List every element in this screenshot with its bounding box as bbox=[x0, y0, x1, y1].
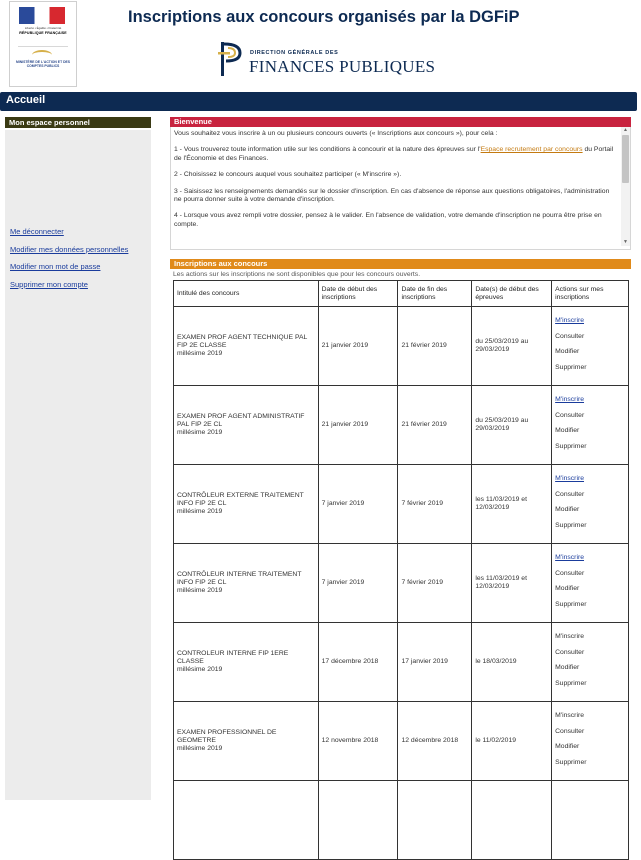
concours-title-cell bbox=[174, 544, 319, 623]
scroll-down-arrow-icon[interactable]: ▼ bbox=[623, 239, 628, 245]
view-action: Consulter bbox=[555, 727, 585, 735]
view-action: Consulter bbox=[555, 490, 585, 498]
concours-title-cell bbox=[174, 307, 319, 386]
exam-dates-cell: le 11/02/2019 bbox=[472, 702, 552, 781]
start-date-cell: 17 décembre 2018 bbox=[318, 623, 398, 702]
edit-action: Modifier bbox=[555, 348, 580, 355]
end-date-cell bbox=[398, 781, 472, 860]
concours-session: millésime 2019 bbox=[177, 429, 223, 436]
concours-title: CONTRÔLEUR EXTERNE TRAITEMENT INFO FIP 2E CL bbox=[177, 492, 304, 507]
col-end: Date de fin des inscriptions bbox=[398, 281, 472, 307]
dgfip-name: FINANCES PUBLIQUES bbox=[249, 57, 436, 76]
welcome-panel[interactable] bbox=[170, 127, 631, 250]
subscribe-action: M'inscrire bbox=[555, 633, 585, 640]
concours-title-cell bbox=[174, 702, 319, 781]
welcome-step-3: 3 - Saisissez les renseignements demandés sur le dossier d'inscription. En cas d'absence de réponse aux questions obligatoires, l'administration ne pourra donner suite à votre demande d'inscription. bbox=[174, 187, 610, 204]
welcome-step-2: 2 - Choisissez le concours auquel vous souhaitez participer (« M'inscrire »). bbox=[174, 171, 402, 179]
concours-title: EXAMEN PROF AGENT ADMINISTRATIF PAL FIP 2E CL bbox=[177, 413, 305, 428]
concours-title-cell bbox=[174, 465, 319, 544]
logout-link[interactable]: Me déconnecter bbox=[10, 227, 64, 236]
start-date-cell: 21 janvier 2019 bbox=[318, 307, 398, 386]
page-header bbox=[0, 0, 641, 92]
start-date-cell: 7 janvier 2019 bbox=[318, 544, 398, 623]
edit-action: Modifier bbox=[555, 506, 580, 513]
sidebar-title: Mon espace personnel bbox=[5, 117, 151, 130]
actions-cell bbox=[552, 544, 629, 623]
concours-title-cell bbox=[174, 623, 319, 702]
marianne-flag-icon bbox=[19, 7, 65, 24]
exam-dates-cell: les 11/03/2019 et 12/03/2019 bbox=[472, 465, 552, 544]
ministry-name: MINISTÈRE DE L'ACTION ET DES COMPTES PUBLICS bbox=[15, 60, 71, 68]
actions-cell bbox=[552, 623, 629, 702]
concours-title: EXAMEN PROF AGENT TECHNIQUE PAL FIP 2E CLASSE bbox=[177, 334, 308, 349]
edit-action: Modifier bbox=[555, 664, 580, 671]
main-content bbox=[170, 117, 631, 766]
inscriptions-note: Les actions sur les inscriptions ne sont disponibles que pour les concours ouverts. bbox=[173, 271, 421, 278]
sidebar-links bbox=[10, 227, 128, 297]
concours-table bbox=[173, 280, 629, 860]
welcome-title: Bienvenue bbox=[170, 117, 631, 127]
delete-action: Supprimer bbox=[555, 679, 587, 687]
concours-title-cell bbox=[174, 781, 319, 860]
table-row bbox=[174, 544, 629, 623]
concours-session: millésime 2019 bbox=[177, 745, 223, 752]
view-action: Consulter bbox=[555, 411, 585, 419]
nav-home-link[interactable]: Accueil bbox=[6, 94, 46, 106]
concours-title: CONTRÔLEUR INTERNE TRAITEMENT INFO FIP 2E CL bbox=[177, 571, 302, 586]
view-action: Consulter bbox=[555, 648, 585, 656]
table-row bbox=[174, 307, 629, 386]
edit-action: Modifier bbox=[555, 427, 580, 434]
exam-dates-cell: du 25/03/2019 au 29/03/2019 bbox=[472, 307, 552, 386]
table-row bbox=[174, 386, 629, 465]
delete-action: Supprimer bbox=[555, 521, 587, 529]
actions-cell bbox=[552, 702, 629, 781]
delete-action: Supprimer bbox=[555, 758, 587, 766]
end-date-cell: 17 janvier 2019 bbox=[398, 623, 472, 702]
subscribe-action: M'inscrire bbox=[555, 712, 585, 719]
actions-cell bbox=[552, 386, 629, 465]
delete-action: Supprimer bbox=[555, 442, 587, 450]
subscribe-action[interactable]: M'inscrire bbox=[555, 475, 585, 482]
concours-session: millésime 2019 bbox=[177, 587, 223, 594]
start-date-cell: 12 novembre 2018 bbox=[318, 702, 398, 781]
sidebar bbox=[5, 117, 151, 800]
start-date-cell: 7 janvier 2019 bbox=[318, 465, 398, 544]
exam-dates-cell: du 25/03/2019 au 29/03/2019 bbox=[472, 386, 552, 465]
ministry-arc-icon bbox=[32, 50, 52, 60]
change-password-link[interactable]: Modifier mon mot de passe bbox=[10, 262, 101, 272]
edit-action: Modifier bbox=[555, 743, 580, 750]
actions-cell bbox=[552, 307, 629, 386]
delete-action: Supprimer bbox=[555, 600, 587, 608]
welcome-scrollbar[interactable] bbox=[621, 127, 630, 246]
scroll-up-arrow-icon[interactable]: ▲ bbox=[623, 127, 628, 133]
republique-name: RÉPUBLIQUE FRANÇAISE bbox=[19, 31, 67, 35]
table-header-row bbox=[174, 281, 629, 307]
concours-session: millésime 2019 bbox=[177, 666, 223, 673]
table-row bbox=[174, 702, 629, 781]
concours-session: millésime 2019 bbox=[177, 508, 223, 515]
exam-dates-cell: le 18/03/2019 bbox=[472, 623, 552, 702]
dgfip-direction-label: DIRECTION GÉNÉRALE DES bbox=[250, 50, 339, 56]
start-date-cell: 21 janvier 2019 bbox=[318, 386, 398, 465]
logo-divider bbox=[18, 46, 68, 47]
dgfip-logo-icon bbox=[218, 40, 246, 78]
end-date-cell: 21 février 2019 bbox=[398, 386, 472, 465]
table-row bbox=[174, 781, 629, 860]
end-date-cell: 12 décembre 2018 bbox=[398, 702, 472, 781]
exam-dates-cell: les 11/03/2019 et 12/03/2019 bbox=[472, 544, 552, 623]
subscribe-action[interactable]: M'inscrire bbox=[555, 554, 585, 561]
republique-motto: Liberté • Égalité • Fraternité bbox=[24, 26, 62, 30]
view-action: Consulter bbox=[555, 332, 585, 340]
concours-title-cell bbox=[174, 386, 319, 465]
edit-action: Modifier bbox=[555, 585, 580, 592]
start-date-cell bbox=[318, 781, 398, 860]
concours-title: EXAMEN PROFESSIONNEL DE GEOMETRE bbox=[177, 729, 277, 744]
col-title: Intitulé des concours bbox=[174, 281, 319, 307]
actions-cell bbox=[552, 465, 629, 544]
site-title: Inscriptions aux concours organisés par la DGFiP bbox=[128, 8, 520, 26]
main-navbar bbox=[0, 92, 637, 111]
welcome-step-1: 1 - Vous trouverez toute information utile sur les conditions à concourir et la nature des épreuves sur l'Espace recrutement par concours du Portail de l'Économie et des Finances. bbox=[174, 146, 614, 162]
delete-action: Supprimer bbox=[555, 363, 587, 371]
end-date-cell: 7 février 2019 bbox=[398, 544, 472, 623]
table-row bbox=[174, 465, 629, 544]
col-start: Date de début des inscriptions bbox=[318, 281, 398, 307]
welcome-intro: Vous souhaitez vous inscrire à un ou plusieurs concours ouverts (« Inscriptions aux concours »), pour cela : bbox=[174, 130, 498, 137]
subscribe-action[interactable]: M'inscrire bbox=[555, 317, 585, 324]
scroll-thumb[interactable] bbox=[622, 135, 629, 183]
end-date-cell: 7 février 2019 bbox=[398, 465, 472, 544]
recruitment-space-link[interactable]: Espace recrutement par concours bbox=[480, 146, 583, 154]
end-date-cell: 21 février 2019 bbox=[398, 307, 472, 386]
col-exam-dates: Date(s) de début des épreuves bbox=[472, 281, 552, 307]
col-actions: Actions sur mes inscriptions bbox=[552, 281, 629, 307]
actions-cell bbox=[552, 781, 629, 860]
table-row bbox=[174, 623, 629, 702]
government-logo[interactable] bbox=[9, 1, 77, 87]
welcome-step-4: 4 - Lorsque vous avez rempli votre dossier, pensez à le valider. En l'absence de validation, votre demande d'inscription ne pourra être prise en compte. bbox=[174, 212, 602, 228]
edit-personal-data-link[interactable]: Modifier mes données personnelles bbox=[10, 244, 129, 254]
concours-title: CONTROLEUR INTERNE FIP 1ERE CLASSE bbox=[177, 650, 289, 665]
delete-account-link[interactable]: Supprimer mon compte bbox=[10, 279, 88, 289]
concours-session: millésime 2019 bbox=[177, 350, 223, 357]
exam-dates-cell bbox=[472, 781, 552, 860]
inscriptions-title: Inscriptions aux concours bbox=[170, 259, 631, 269]
subscribe-action[interactable]: M'inscrire bbox=[555, 396, 585, 403]
view-action: Consulter bbox=[555, 569, 585, 577]
